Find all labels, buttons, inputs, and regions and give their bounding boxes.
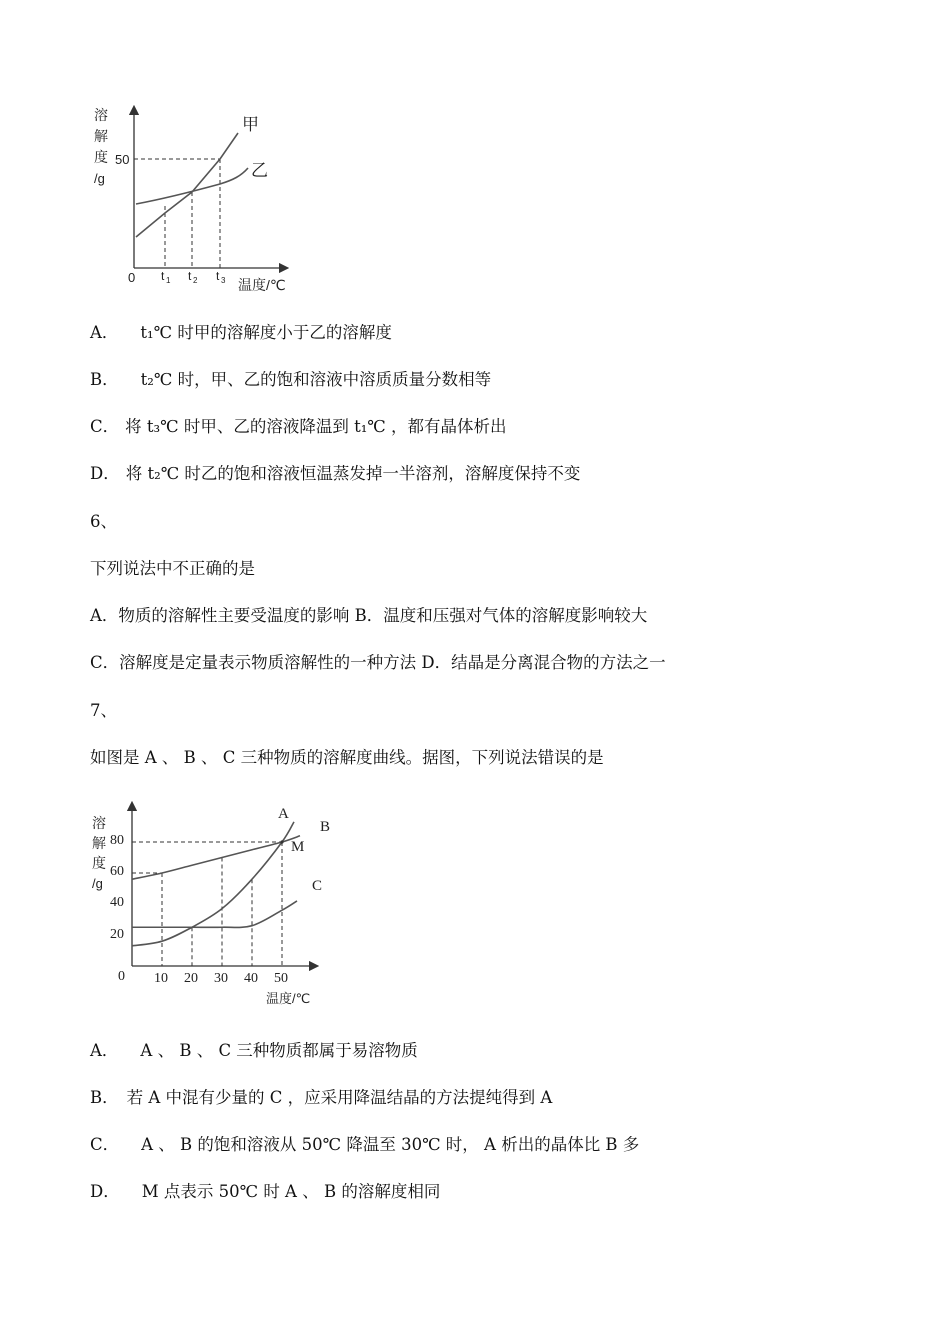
q6-number: 6、 — [90, 512, 117, 531]
q6-options-line-1: A．物质的溶解性主要受温度的影响 B．温度和压强对气体的溶解度影响较大 — [90, 606, 648, 625]
x-tick-30: 30 — [214, 971, 228, 986]
q6-options-line-2: C．溶解度是定量表示物质溶解性的一种方法 D．结晶是分离混合物的方法之一 — [90, 653, 666, 672]
point-label-m: M — [291, 839, 305, 855]
y-tick-80: 80 — [110, 833, 124, 848]
svg-text:1: 1 — [166, 276, 171, 285]
y-axis-label-1: 溶 — [92, 815, 106, 831]
y-axis-label-1: 溶 — [94, 107, 108, 123]
q7-stem: 如图是 A 、 B 、 C 三种物质的溶解度曲线。据图，下列说法错误的是 — [90, 748, 604, 767]
x-tick-40: 40 — [244, 971, 258, 986]
curve-label-c: C — [312, 878, 323, 894]
solubility-chart-1 — [88, 100, 308, 300]
solubility-chart-2 — [88, 800, 348, 1010]
origin-label: 0 — [118, 969, 125, 984]
svg-text:t: t — [188, 269, 192, 283]
q7-option-a: A． A 、 B 、 C 三种物质都属于易溶物质 — [90, 1041, 418, 1060]
svg-text:3: 3 — [221, 276, 226, 285]
curve-label-a: A — [278, 806, 289, 822]
y-axis-label-3: 度 — [92, 855, 106, 871]
svg-text:2: 2 — [193, 276, 198, 285]
q5-option-b: B． t₂℃ 时，甲、乙的饱和溶液中溶质质量分数相等 — [90, 370, 492, 389]
y-tick-60: 60 — [110, 864, 124, 879]
curve-label-jia: 甲 — [242, 115, 259, 134]
x-tick-20: 20 — [184, 971, 198, 986]
curve-label-yi: 乙 — [251, 161, 268, 180]
y-axis-label-4: /g — [94, 171, 105, 186]
y-tick-50: 50 — [115, 152, 130, 167]
x-tick-50: 50 — [274, 971, 288, 986]
origin-label: 0 — [128, 270, 136, 285]
q7-number: 7、 — [90, 701, 117, 720]
x-tick-10: 10 — [154, 971, 168, 986]
y-axis-label-4: /g — [92, 876, 103, 891]
q7-option-b: B． 若 A 中混有少量的 C ，应采用降温结晶的方法提纯得到 A — [90, 1088, 553, 1107]
x-axis-label: 温度/℃ — [266, 991, 311, 1006]
y-axis-label-2: 解 — [94, 128, 108, 144]
q5-option-c: C． 将 t₃℃ 时甲、乙的溶液降温到 t₁℃ ，都有晶体析出 — [90, 417, 507, 436]
y-axis-label-3: 度 — [94, 149, 108, 165]
x-tick-t3 — [216, 269, 226, 285]
q7-option-c: C． A 、 B 的饱和溶液从 50℃ 降温至 30℃ 时， A 析出的晶体比 B 多 — [90, 1135, 640, 1154]
y-tick-40: 40 — [110, 895, 124, 910]
x-axis-label: 温度/℃ — [238, 277, 286, 293]
y-tick-20: 20 — [110, 927, 124, 942]
svg-text:t: t — [161, 269, 165, 283]
x-tick-t1 — [161, 269, 171, 285]
q6-stem: 下列说法中不正确的是 — [90, 559, 255, 578]
curve-jia — [136, 133, 238, 237]
curve-label-b: B — [320, 819, 331, 835]
q5-option-a: A． t₁℃ 时甲的溶解度小于乙的溶解度 — [90, 323, 392, 342]
q7-option-d: D． M 点表示 50℃ 时 A 、 B 的溶解度相同 — [90, 1182, 441, 1201]
q5-option-d: D． 将 t₂℃ 时乙的饱和溶液恒温蒸发掉一半溶剂，溶解度保持不变 — [90, 464, 581, 483]
curve-yi — [136, 168, 248, 204]
y-axis-label-2: 解 — [92, 835, 106, 851]
svg-text:t: t — [216, 269, 220, 283]
point-m — [280, 840, 283, 843]
x-tick-t2 — [188, 269, 198, 285]
